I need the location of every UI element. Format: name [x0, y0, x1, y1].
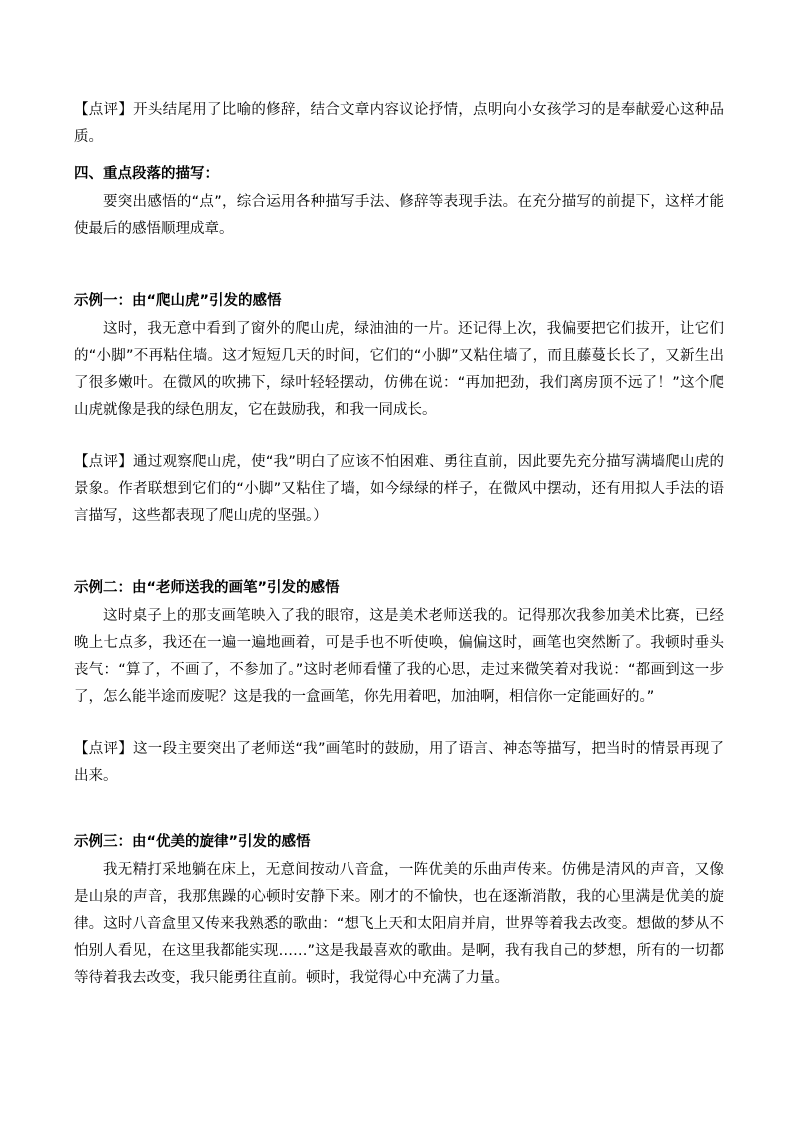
comment-text: 通过观察爬山虎，使“我”明白了应该不怕困难、勇往直前，因此要先充分描写满墙爬山虎的景象。作者联想到它们的“小脚”又粘住了墙，如今绿绿的样子，在微风中摆动，还有用拟人手法的语言描写，这些都表现了爬山虎的坚强。） — [74, 454, 724, 524]
example-2-body: 这时桌子上的那支画笔映入了我的眼帘，这是美术老师送我的。记得那次我参加美术比赛，已经晚上七点多，我还在一遍一遍地画着，可是手也不听使唤，偏偏这时，画笔也突然断了。我顿时垂头丧气：“算了，不画了，不参加了。”这时老师看懂了我的心思，走过来微笑着对我说：“都画到这一步了，怎么能半途而废呢？这是我的一盒画笔，你先用着吧，加油啊，相信你一定能画好的。” — [74, 608, 724, 705]
example-1-body: 这时，我无意中看到了窗外的爬山虎，绿油油的一片。还记得上次，我偏要把它们拔开，让它们的“小脚”不再粘住墙。这才短短几天的时间，它们的“小脚”又粘住墙了，而且藤蔓长长了，又新生出了很多嫩叶。在微风的吹拂下，绿叶轻轻摆动，仿佛在说：“再加把劲，我们离房顶不远了！”这个爬山虎就像是我的绿色朋友，它在鼓励我，和我一同成长。 — [74, 321, 724, 418]
section-intro-paragraph: 要突出感悟的“点”，综合运用各种描写手法、修辞等表现手法。在充分描写的前提下，这样才能使最后的感悟顺理成章。 — [74, 194, 724, 237]
example-3-heading: 示例三：由“优美的旋律”引发的感悟 — [74, 834, 311, 850]
example-1-comment — [74, 449, 724, 530]
comment-label: 【点评】 — [74, 741, 134, 757]
example-1-heading: 示例一：由“爬山虎”引发的感悟 — [74, 293, 282, 309]
comment-label: 【点评】 — [74, 102, 134, 118]
comment-text: 这一段主要突出了老师送“我”画笔时的鼓励，用了语言、神态等描写，把当时的情景再现了出来。 — [74, 741, 724, 784]
example-2-heading: 示例二：由“老师送我的画笔”引发的感悟 — [74, 580, 340, 596]
section-heading: 四、重点段落的描写： — [74, 166, 219, 182]
example-3-body: 我无精打采地躺在床上，无意间按动八音盒，一阵优美的乐曲声传来。仿佛是清风的声音，又像是山泉的声音，我那焦躁的心顿时安静下来。刚才的不愉快，也在逐渐消散，我的心里满是优美的旋律。这时八音盒里又传来我熟悉的歌曲：“想飞上天和太阳肩并肩，世界等着我去改变。想做的梦从不怕别人看见，在这里我都能实现……”这是我最喜欢的歌曲。是啊，我有我自己的梦想，所有的一切都等待着我去改变，我只能勇往直前。顿时，我觉得心中充满了力量。 — [74, 862, 724, 986]
comment-paragraph-intro — [74, 97, 724, 151]
example-2-comment — [74, 736, 724, 790]
comment-label: 【点评】 — [74, 454, 134, 470]
comment-text: 开头结尾用了比喻的修辞，结合文章内容议论抒情，点明向小女孩学习的是奉献爱心这种品质。 — [74, 102, 725, 145]
